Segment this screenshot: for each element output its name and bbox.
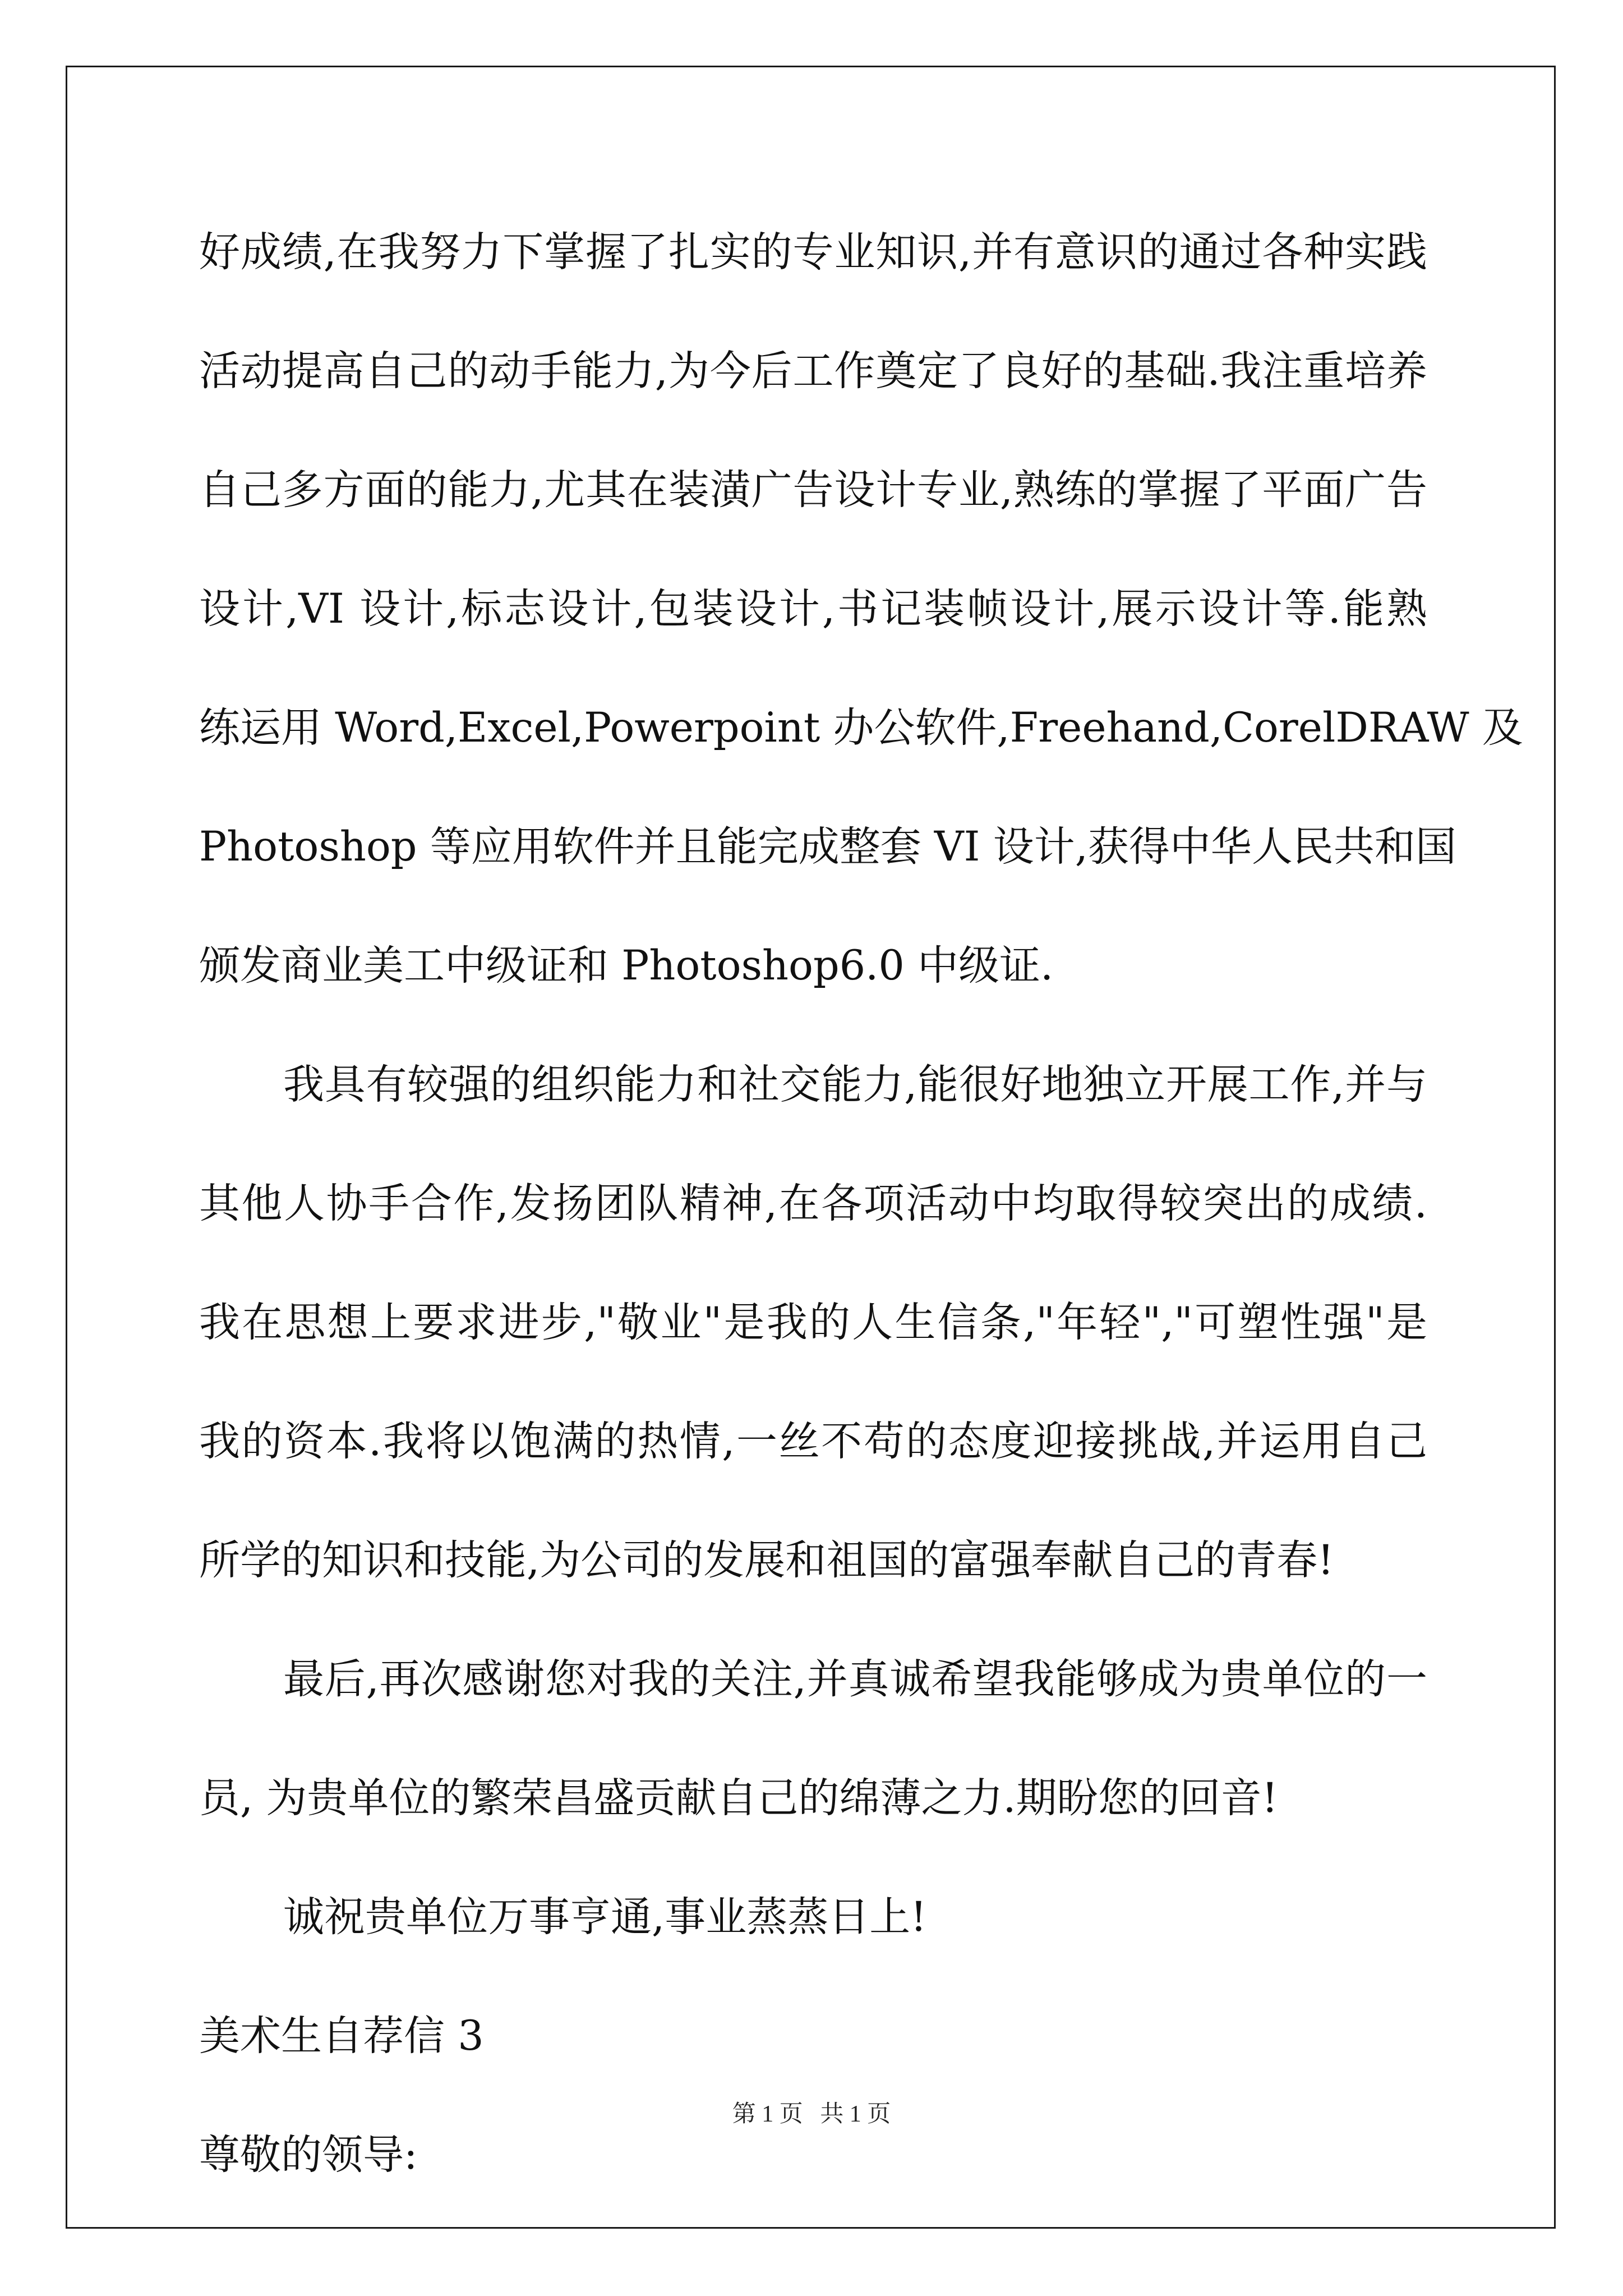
page-footer xyxy=(0,2095,1623,2129)
body-line-5: 练运用 Word,Excel,Powerpoint 办公软件,Freehand,CorelDRAW 及 xyxy=(199,704,1523,752)
body-line-7: 颁发商业美工中级证和 Photoshop6.0 中级证. xyxy=(199,942,1054,990)
body-line-14: 员, 为贵单位的繁荣昌盛贡献自己的绵薄之力.期盼您的回音! xyxy=(199,1774,1278,1822)
letter-body xyxy=(199,222,1523,2243)
body-line-9: 其他人协手合作,发扬团队精神,在各项活动中均取得较突出的成绩. xyxy=(199,1180,1427,1227)
body-line-3: 自己多方面的能力,尤其在装潢广告设计专业,熟练的掌握了平面广告 xyxy=(199,466,1427,514)
body-line-2: 活动提高自己的动手能力,为今后工作奠定了良好的基础.我注重培养 xyxy=(199,347,1427,395)
body-line-8: 我具有较强的组织能力和社交能力,能很好地独立开展工作,并与 xyxy=(283,1061,1427,1108)
body-line-13: 最后,再次感谢您对我的关注,并真诚希望我能够成为贵单位的一 xyxy=(283,1655,1427,1703)
body-line-12: 所学的知识和技能,为公司的发展和祖国的富强奉献自己的青春! xyxy=(199,1536,1334,1584)
page-total: 共 1 页 xyxy=(820,2101,891,2127)
body-line-10: 我在思想上要求进步,"敬业"是我的人生信条,"年轻","可塑性强"是 xyxy=(199,1299,1427,1346)
body-line-1: 好成绩,在我努力下掌握了扎实的专业知识,并有意识的通过各种实践 xyxy=(199,228,1427,276)
body-line-6: Photoshop 等应用软件并且能完成整套 VI 设计,获得中华人民共和国 xyxy=(199,823,1456,871)
page-number: 第 1 页 xyxy=(732,2101,803,2127)
section-heading: 美术生自荐信 3 xyxy=(199,2012,484,2060)
salutation: 尊敬的领导: xyxy=(199,2131,418,2179)
body-line-11: 我的资本.我将以饱满的热情,一丝不苟的态度迎接挑战,并运用自己 xyxy=(199,1418,1427,1465)
closing-wish: 诚祝贵单位万事亨通,事业蒸蒸日上! xyxy=(283,1893,927,1941)
body-line-4: 设计,VI 设计,标志设计,包装设计,书记装帧设计,展示设计等.能熟 xyxy=(199,585,1427,633)
